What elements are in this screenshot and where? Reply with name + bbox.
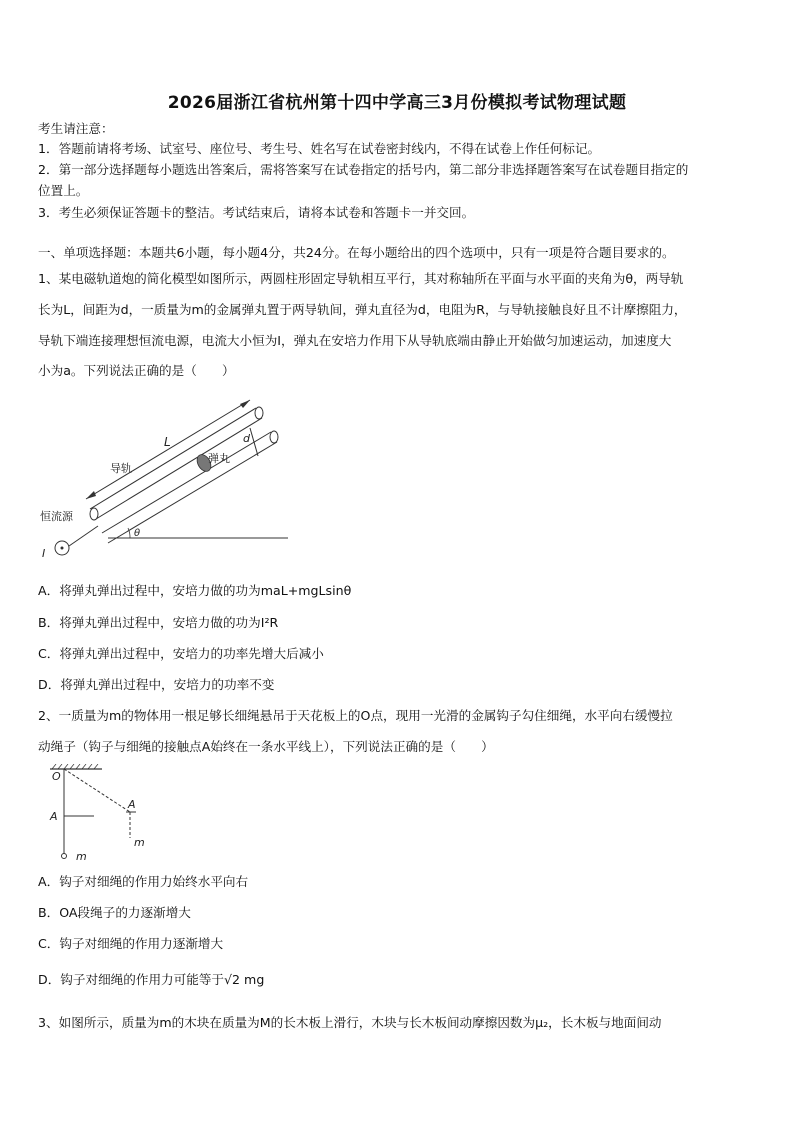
q2-stem-line-1: 2、一质量为m的物体用一根足够长细绳悬吊于天花板上的O点，现用一光滑的金属钩子勾住细绳，水平向右缓慢拉 (38, 708, 673, 723)
rail-lower-top (102, 432, 271, 533)
notice-item-3: 3．考生必须保证答题卡的整洁。考试结束后，请将本试卷和答题卡一并交回。 (38, 205, 475, 220)
q2-stem-line-2: 动绳子（钩子与细绳的接触点A始终在一条水平线上），下列说法正确的是（ ） (38, 739, 494, 754)
q1-option-b[interactable]: B．将弹丸弹出过程中，安培力做的功为I²R (38, 615, 279, 630)
label-theta: θ (134, 528, 141, 539)
ceiling-hatch (52, 764, 98, 769)
notice-item-2: 2．第一部分选择题每小题选出答案后，需将答案写在试卷指定的括号内，第二部分非选择题答案写在试卷题目指定的 (38, 162, 689, 177)
section-heading: 一、单项选择题：本题共6小题，每小题4分，共24分。在每小题给出的四个选项中，只有一项是符合题目要求的。 (38, 245, 675, 260)
label-I: I (42, 547, 46, 560)
label-rail: 导轨 (110, 462, 132, 475)
q1-stem-line-2: 长为L，间距为d，一质量为m的金属弹丸置于两导轨间，弹丸直径为d，电阻为R，与导轨接触良好且不计摩擦阻力， (38, 302, 687, 317)
rail-upper-end-near (90, 508, 98, 520)
label-d: d (243, 432, 250, 445)
q1-option-d[interactable]: D．将弹丸弹出过程中，安培力的功率不变 (38, 677, 275, 692)
notice-item-2-cont: 位置上。 (38, 183, 89, 198)
label-m-right: m (134, 836, 145, 849)
length-arrow-head-left (86, 491, 96, 499)
q3-stem-line-1: 3、如图所示，质量为m的木块在质量为M的长木板上滑行，木块与长木板间动摩擦因数为μ₂，长木板与地面间动 (38, 1015, 662, 1030)
rail-lower-end-far (270, 431, 278, 443)
label-O: O (52, 770, 61, 783)
q2-option-b[interactable]: B．OA段绳子的力逐渐增大 (38, 905, 191, 920)
length-arrow (86, 400, 250, 499)
notice-item-1: 1．答题前请将考场、试室号、座位号、考生号、姓名写在试卷密封线内，不得在试卷上作任何标记。 (38, 141, 601, 156)
label-source: 恒流源 (40, 510, 73, 523)
label-A-right: A (128, 798, 136, 811)
label-L: L (164, 435, 171, 449)
q2-option-c[interactable]: C．钩子对细绳的作用力逐渐增大 (38, 936, 224, 951)
q1-figure-railgun (38, 396, 298, 566)
mass-left (62, 854, 67, 859)
q1-option-c[interactable]: C．将弹丸弹出过程中，安培力的功率先增大后减小 (38, 646, 324, 661)
q1-stem-line-1: 1、某电磁轨道炮的简化模型如图所示，两圆柱形固定导轨相互平行，其对称轴所在平面与水平面的夹角为θ，两导轨 (38, 271, 684, 286)
label-m-left: m (76, 850, 87, 863)
q2-figure-hook (42, 764, 172, 864)
q2-option-d[interactable]: D．钩子对细绳的作用力可能等于√2 mg (38, 972, 265, 987)
q2-option-a[interactable]: A．钩子对细绳的作用力始终水平向右 (38, 874, 249, 889)
rail-upper-end-far (255, 407, 263, 419)
source-wire (69, 526, 98, 546)
q1-stem-line-4: 小为a。下列说法正确的是（ ） (38, 363, 235, 378)
source-dot (61, 547, 64, 550)
notice-heading: 考生请注意： (38, 121, 114, 136)
label-bullet: 弹丸 (208, 452, 230, 465)
label-A-left: A (50, 810, 58, 823)
gap-marker (250, 428, 258, 456)
length-arrow-head-right (240, 400, 250, 408)
page-title: 2026届浙江省杭州第十四中学高三3月份模拟考试物理试题 (167, 93, 627, 113)
q1-option-a[interactable]: A．将弹丸弹出过程中，安培力做的功为maL+mgLsinθ (38, 583, 352, 598)
rail-upper-top (90, 408, 256, 509)
q1-stem-line-3: 导轨下端连接理想恒流电源，电流大小恒为I，弹丸在安培力作用下从导轨底端由静止开始做匀加速运动，加速度大 (38, 333, 672, 348)
rope-dashed-slant (64, 769, 130, 812)
